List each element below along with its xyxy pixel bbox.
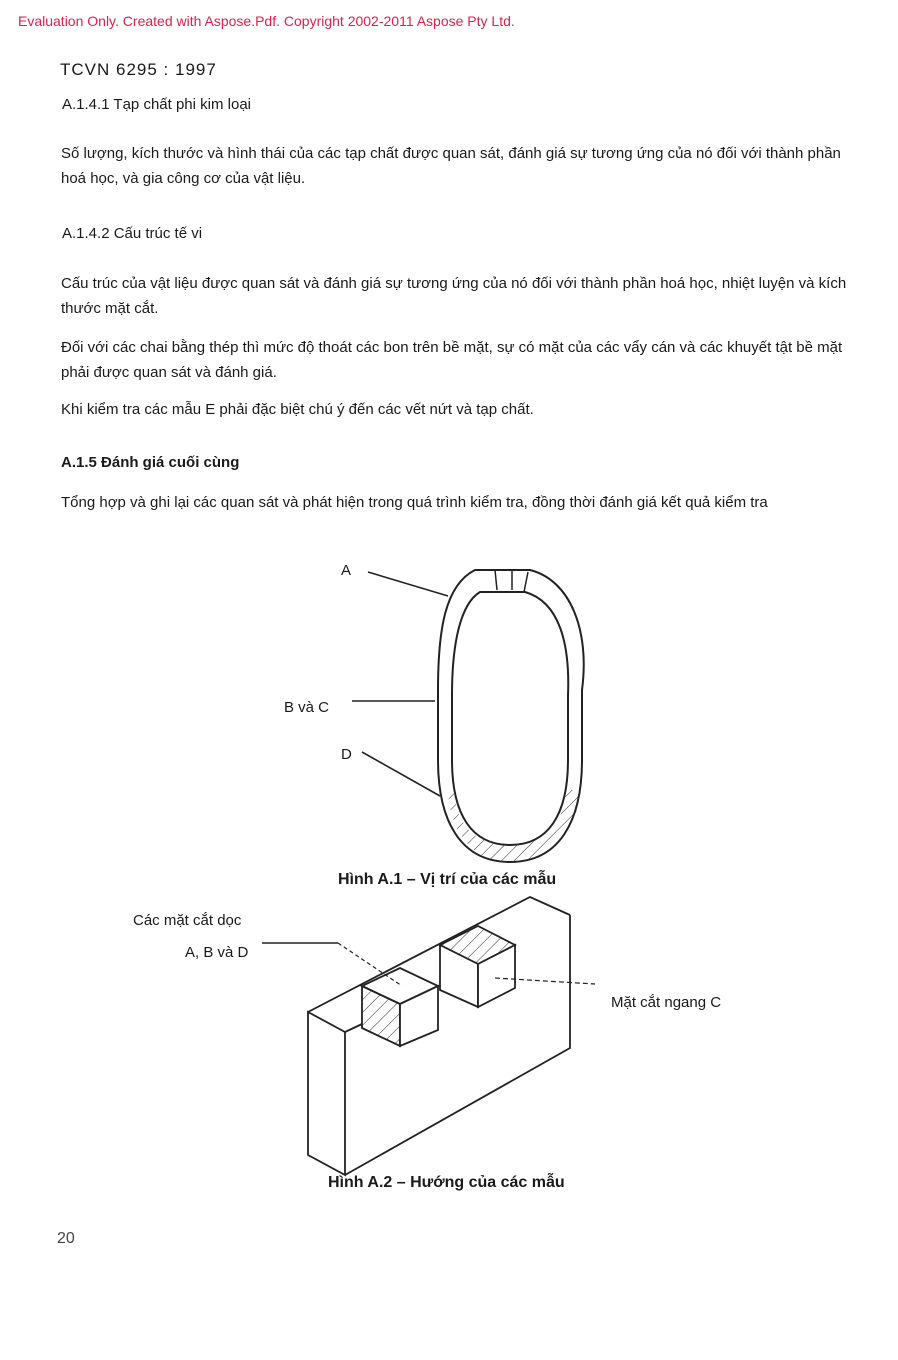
pointer-a	[368, 572, 448, 596]
section-heading-final-evaluation: A.1.5 Đánh giá cuối cùng	[61, 454, 240, 471]
label-a: A	[341, 562, 352, 579]
pointer-d	[362, 752, 440, 796]
page-number: 20	[57, 1230, 75, 1247]
label-longitudinal-sections: Các mặt cắt dọc	[133, 912, 242, 929]
label-cross-section: Mặt cắt ngang C	[611, 994, 722, 1011]
watermark: Evaluation Only. Created with Aspose.Pdf. Copyright 2002-2011 Aspose Pty Ltd.	[18, 13, 515, 29]
block-front-face	[308, 1012, 345, 1175]
label-b-c: B và C	[284, 699, 330, 716]
document-header: TCVN 6295 : 1997	[60, 60, 217, 79]
label-d: D	[341, 746, 352, 763]
section-heading-microstructure: A.1.4.2 Cấu trúc tế vi	[62, 225, 203, 242]
cylinder-inner-wall	[452, 592, 568, 845]
paragraph-inclusions: Số lượng, kích thước và hình thái của các tạp chất được quan sát, đánh giá sự tương ứng của nó đối với thành phần hoá học, và gia công cơ của vật liệu.	[61, 145, 841, 187]
figure-a1-caption: Hình A.1 – Vị trí của các mẫu	[338, 871, 557, 888]
paragraph-microstructure: Cấu trúc của vật liệu được quan sát và đánh giá sự tương ứng của nó đối với thành phần hoá học, nhiệt luyện và kích thước mặt cắt.	[61, 275, 847, 317]
cylinder-figure	[352, 570, 584, 862]
block-front-top	[345, 1024, 362, 1032]
label-a-b-d: A, B và D	[185, 944, 249, 961]
block-figure	[262, 897, 595, 1175]
paragraph-samples-e: Khi kiểm tra các mẫu E phải đặc biệt chú ý đến các vết nứt và tạp chất.	[61, 401, 534, 418]
block-top-edge	[308, 897, 570, 1012]
figure-a2-caption: Hình A.2 – Hướng của các mẫu	[328, 1174, 565, 1191]
paragraph-steel-cylinders: Đối với các chai bằng thép thì mức độ thoát các bon trên bề mặt, sự có mặt của các vẩy cán và các khuyết tật bề mặt phải được quan sát và đánh giá.	[61, 339, 843, 381]
section-heading-inclusions: A.1.4.1 Tạp chất phi kim loại	[62, 96, 251, 113]
paragraph-final-evaluation: Tổng hợp và ghi lại các quan sát và phát hiện trong quá trình kiểm tra, đồng thời đánh giá kết quả kiểm tra	[61, 494, 768, 511]
